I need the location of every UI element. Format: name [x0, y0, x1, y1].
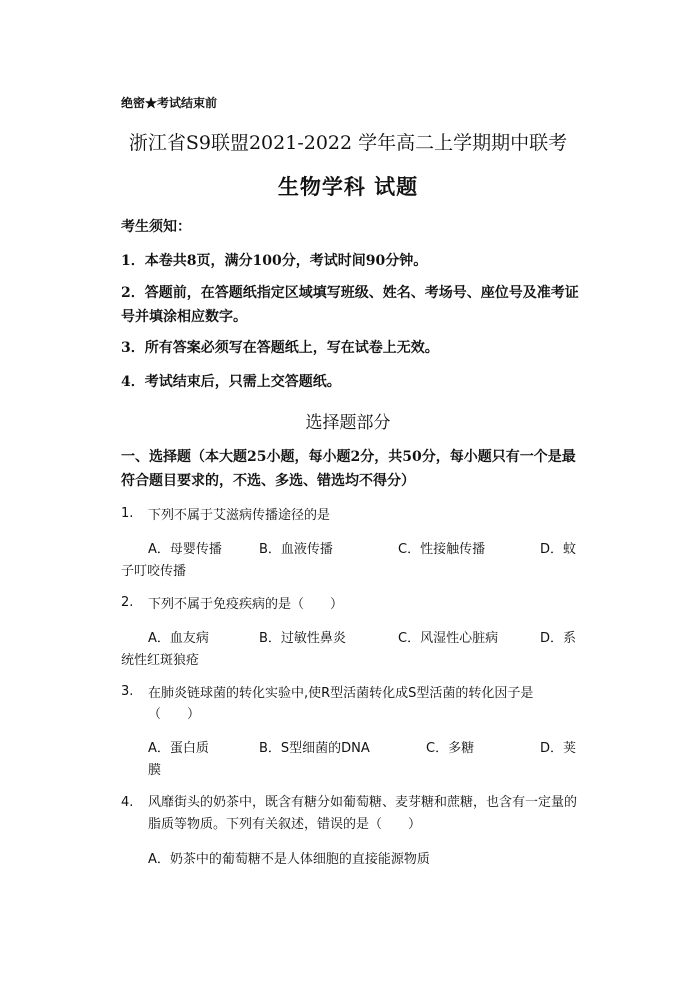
option-a: A．母婴传播	[148, 542, 222, 557]
option-a: A．血友病	[148, 631, 209, 646]
option-d: D．系	[540, 631, 577, 646]
question-number: 4.	[121, 795, 134, 810]
option-b: B．S型细菌的DNA	[259, 741, 370, 756]
option-a: A．蛋白质	[148, 741, 209, 756]
question-stem: 下列不属于艾滋病传播途径的是	[148, 508, 331, 523]
option-d: D．荚	[540, 741, 577, 756]
option-c: C．风湿性心脏病	[398, 631, 499, 646]
option-continuation: 子叮咬传播	[121, 564, 187, 579]
notice-item-4: 4．考试结束后，只需上交答题纸。	[121, 374, 341, 390]
question-number: 2.	[121, 595, 134, 610]
notice-item-1: 1．本卷共8页，满分100分，考试时间90分钟。	[121, 253, 428, 269]
exam-title: 浙江省S9联盟2021-2022 学年高二上学期期中联考	[128, 132, 568, 154]
exam-subtitle: 生物学科 试题	[277, 174, 419, 199]
notice-item-2: 2．答题前，在答题纸指定区域填写班级、姓名、考场号、座位号及准考证号并填涂相应数字。	[121, 285, 579, 325]
question-stem: 风靡街头的奶茶中，既含有糖分如葡萄糖、麦芽糖和蔗糖，也含有一定量的脂质等物质。下列有关叙述，错误的是（ ）	[148, 795, 578, 832]
option-c: C．性接触传播	[398, 542, 486, 557]
confidential-mark: 绝密★考试结束前	[121, 96, 218, 110]
option-b: B．过敏性鼻炎	[259, 631, 346, 646]
option-a: A．奶茶中的葡萄糖不是人体细胞的直接能源物质	[148, 852, 430, 867]
notice-item-3: 3．所有答案必须写在答题纸上，写在试卷上无效。	[121, 340, 439, 356]
option-continuation: 膜	[148, 763, 162, 778]
question-number: 3.	[121, 684, 134, 699]
option-continuation: 统性红斑狼疮	[121, 653, 200, 668]
notice-heading: 考生须知：	[121, 219, 191, 235]
section-title: 选择题部分	[305, 413, 391, 433]
question-stem-line-2: （ ）	[148, 707, 201, 722]
question-number: 1.	[121, 506, 134, 521]
option-b: B．血液传播	[259, 542, 333, 557]
part-heading: 一、选择题（本大题25小题，每小题2分，共50分，每小题只有一个是最符合题目要求的，不选、多选、错选均不得分）	[121, 449, 576, 489]
question-stem-line-1: 在肺炎链球菌的转化实验中,使R型活菌转化成S型活菌的转化因子是	[148, 686, 534, 701]
question-stem: 下列不属于免疫疾病的是（ ）	[148, 597, 344, 612]
option-d: D．蚊	[540, 542, 577, 557]
option-c: C．多糖	[426, 741, 475, 756]
